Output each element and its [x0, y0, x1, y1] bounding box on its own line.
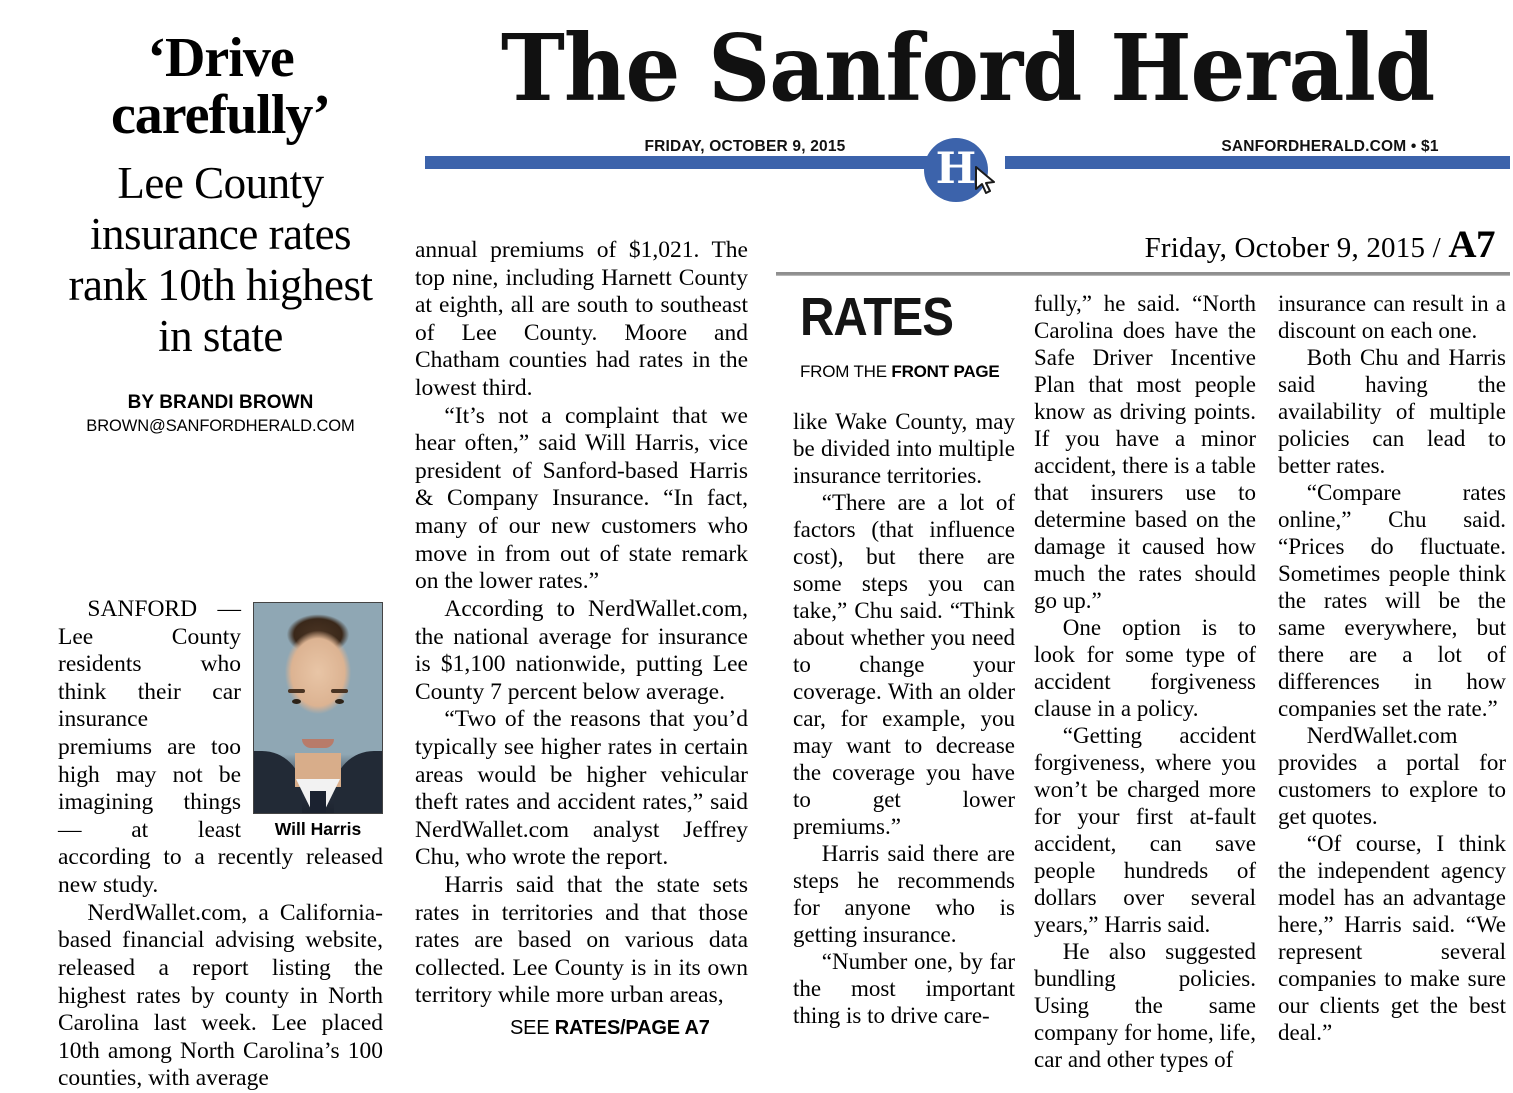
paragraph: “It’s not a complaint that we hear often,” said Will Harris, vice president of Sanford-based Harris & Company Insurance. “In fact, many of our new customers who move in from out of state remark on the lower rates.”	[415, 402, 748, 595]
photo-eye-left	[292, 699, 301, 704]
photo-eye-right	[335, 699, 344, 704]
jump-from-destination: FRONT PAGE	[891, 362, 1000, 381]
page-dateline	[1145, 222, 1495, 267]
masthead-date: FRIDAY, OCTOBER 9, 2015	[644, 138, 846, 155]
herald-h-logo-icon: H	[924, 138, 988, 202]
column-1-body	[58, 596, 383, 1093]
mouse-cursor-icon	[975, 166, 997, 196]
paragraph: insurance can result in a discount on each one.	[1278, 291, 1506, 344]
paragraph: He also suggested bundling policies. Using the same company for home, life, car and other types of	[1034, 939, 1256, 1073]
jump-from-prefix: FROM THE	[800, 362, 892, 381]
photo-figure	[253, 602, 383, 840]
jump-section-title: RATES	[800, 287, 954, 347]
paragraph: NerdWallet.com provides a portal for customers to explore to get quotes.	[1278, 723, 1506, 830]
paragraph: like Wake County, may be divided into multiple insurance territories.	[793, 409, 1015, 489]
page-number: A7	[1448, 223, 1495, 266]
paragraph: According to NerdWallet.com, the national average for insurance is $1,100 nationwide, putting Lee County 7 percent below average.	[415, 595, 748, 705]
photo-brow-left	[288, 689, 305, 693]
photo-caption: Will Harris	[274, 819, 362, 839]
front-story-headline-block	[58, 27, 383, 436]
jump-line-see-label: SEE	[510, 1017, 555, 1039]
column-4-body	[1034, 290, 1256, 1073]
paragraph: “Two of the reasons that you’d typically see higher rates in certain areas would be higher vehicular theft rates and accident rates,” said NerdWallet.com analyst Jeffrey Chu, who wrote the report.	[415, 706, 748, 871]
masthead-rule-right-segment	[1005, 156, 1510, 169]
column-3-body	[793, 408, 1015, 1029]
photo-tie	[310, 791, 326, 813]
byline-email[interactable]: BROWN@SANFORDHERALD.COM	[86, 416, 355, 435]
story-kicker: ‘Drive carefully’	[110, 27, 331, 147]
paragraph: “Number one, by far the most important thing is to drive care-	[793, 949, 1015, 1029]
paragraph: “Of course, I think the independent agency model has an advantage here,” Harris said. “We represent several companies to make sure our clients get the best deal.”	[1278, 831, 1506, 1046]
paragraph: Harris said that the state sets rates in territories and that those rates are based on various data collected. Lee County is in its own territory while more urban areas,	[415, 872, 748, 1009]
newspaper-title: The Sanford Herald	[500, 14, 1435, 122]
jump-section-header	[800, 287, 1015, 382]
story-deck-headline: Lee County insurance rates rank 10th highest in state	[68, 158, 373, 361]
jump-line-destination: RATES/PAGE A7	[554, 1017, 710, 1039]
paragraph: “Getting accident forgiveness, where you won’t be charged more for your first at-fault accident, can save people hundreds of dollars over several years,” Harris said.	[1034, 723, 1256, 938]
paragraph: “There are a lot of factors (that influence cost), but there are some steps you can take,” Chu said. “Think about whether you need to change your coverage. With an older car, for example, you may want to decrease the coverage you have to get lower premiums.”	[793, 490, 1015, 840]
photo-shoulder-right	[334, 751, 383, 813]
paragraph: fully,” he said. “North Carolina does have the Safe Driver Incentive Plan that most people know as driving points. If you have a minor accident, there is a table that insurers use to determine based on the damage it caused how much the rates should go up.”	[1034, 291, 1256, 614]
paragraph: annual premiums of $1,021. The top nine, including Harnett County at eighth, all are south to southeast of Lee County. Moore and Chatham counties had rates in the lowest third.	[415, 237, 748, 402]
byline-author: BY BRANDI BROWN	[127, 391, 314, 413]
paragraph: SANFORD — Lee County residents who think their car insurance premiums are too high may not be imagining things — at least according to a recently released new study.	[58, 596, 383, 899]
paragraph: Harris said there are steps he recommends for anyone who is getting insurance.	[793, 841, 1015, 948]
paragraph: One option is to look for some type of accident forgiveness clause in a policy.	[1034, 615, 1256, 722]
paragraph: NerdWallet.com, a California-based financial advising website, released a report listing the highest rates by county in North Carolina last week. Lee placed 10th among North Carolina’s 100 counties, with average	[58, 899, 383, 1092]
masthead-website-price: SANFORDHERALD.COM • $1	[1221, 138, 1439, 155]
jump-from-label	[800, 362, 1015, 382]
paragraph: “Compare rates online,” Chu said. “Prices do fluctuate. Sometimes people think the rates will be the same everywhere, but there are a lot of differences in how companies set the rate.”	[1278, 480, 1506, 722]
header-divider-rule	[776, 272, 1510, 276]
photo-brow-right	[331, 689, 348, 693]
masthead-rule-left-segment	[425, 156, 930, 169]
page-dateline-date: Friday, October 9, 2015 /	[1144, 232, 1449, 264]
photo-will-harris	[253, 602, 383, 814]
jump-line[interactable]	[415, 1017, 748, 1040]
column-2-body	[415, 237, 748, 1010]
photo-mouth	[302, 739, 334, 748]
paragraph: Both Chu and Harris said having the availability of multiple policies can lead to better rates.	[1278, 345, 1506, 479]
column-5-body	[1278, 290, 1506, 1046]
